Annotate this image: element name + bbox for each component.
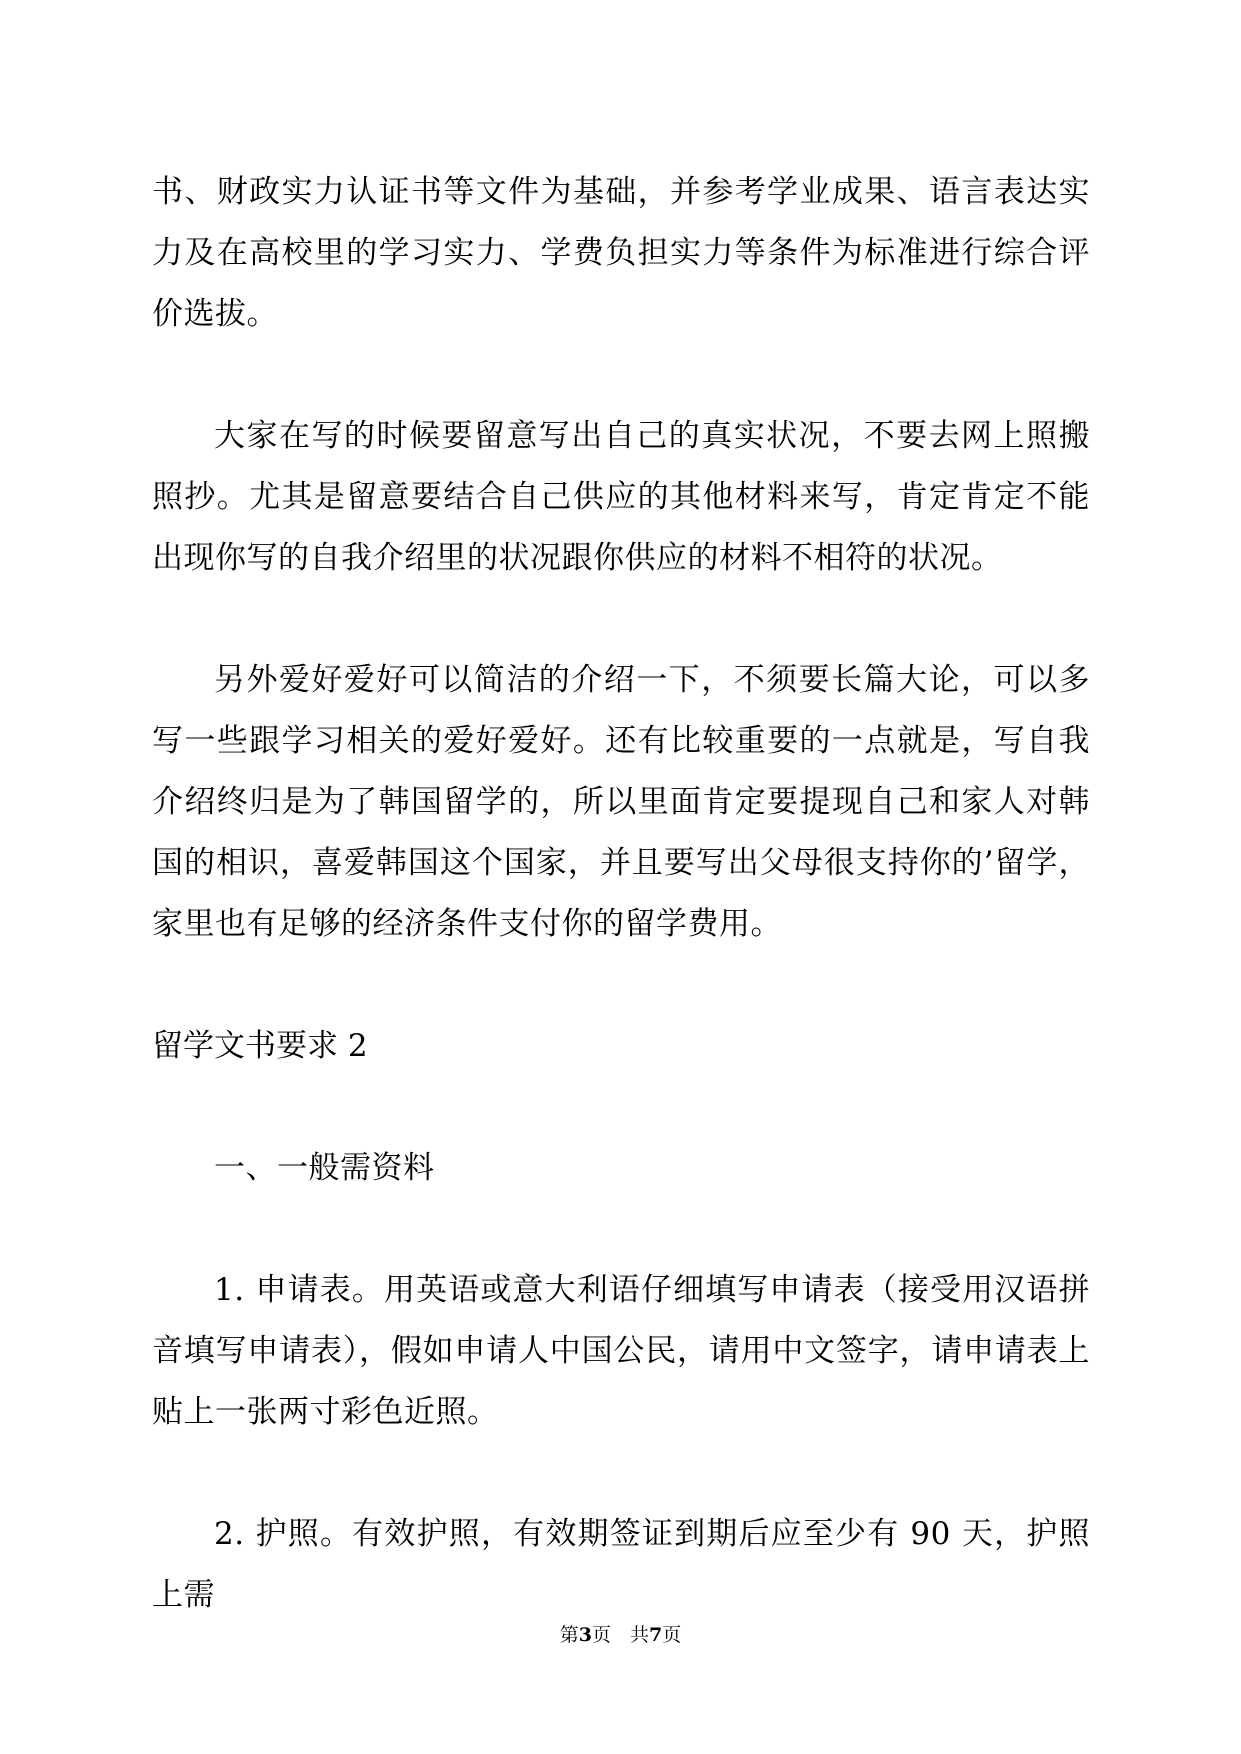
- footer-prefix: 第: [559, 1624, 579, 1646]
- document-body: [152, 162, 1090, 1626]
- paragraph-1: 书、财政实力认证书等文件为基础，并参考学业成果、语言表达实力及在高校里的学习实力、学费负担实力等条件为标准进行综合评价选拔。: [152, 174, 1090, 332]
- total-page-number: 7: [649, 1624, 663, 1646]
- paragraph-4: 一、一般需资料: [214, 1150, 435, 1186]
- page-footer: [0, 1620, 1241, 1647]
- paragraph-2: 大家在写的时候要留意写出自己的真实状况，不要去网上照搬照抄。尤其是留意要结合自己供应的其他材料来写，肯定肯定不能出现你写的自我介绍里的状况跟你供应的材料不相符的状况。: [152, 418, 1090, 576]
- paragraph-3: 另外爱好爱好可以简洁的介绍一下，不须要长篇大论，可以多写一些跟学习相关的爱好爱好。还有比较重要的一点就是，写自我介绍终归是为了韩国留学的，所以里面肯定要提现自己和家人对韩国的相识，喜爱韩国这个国家，并且要写出父母很支持你的’留学，家里也有足够的经济条件支付你的留学费用。: [152, 662, 1090, 942]
- paragraph-6: 2. 护照。有效护照，有效期签证到期后应至少有 90 天，护照上需: [152, 1516, 1090, 1613]
- current-page-number: 3: [578, 1624, 592, 1646]
- paragraph-5: 1. 申请表。用英语或意大利语仔细填写申请表（接受用汉语拼音填写申请表），假如申请人中国公民，请用中文签字，请申请表上贴上一张两寸彩色近照。: [152, 1272, 1090, 1430]
- section-heading: 留学文书要求 2: [152, 1028, 368, 1064]
- footer-suffix: 页: [662, 1624, 682, 1646]
- footer-mid: 页 共: [591, 1624, 649, 1646]
